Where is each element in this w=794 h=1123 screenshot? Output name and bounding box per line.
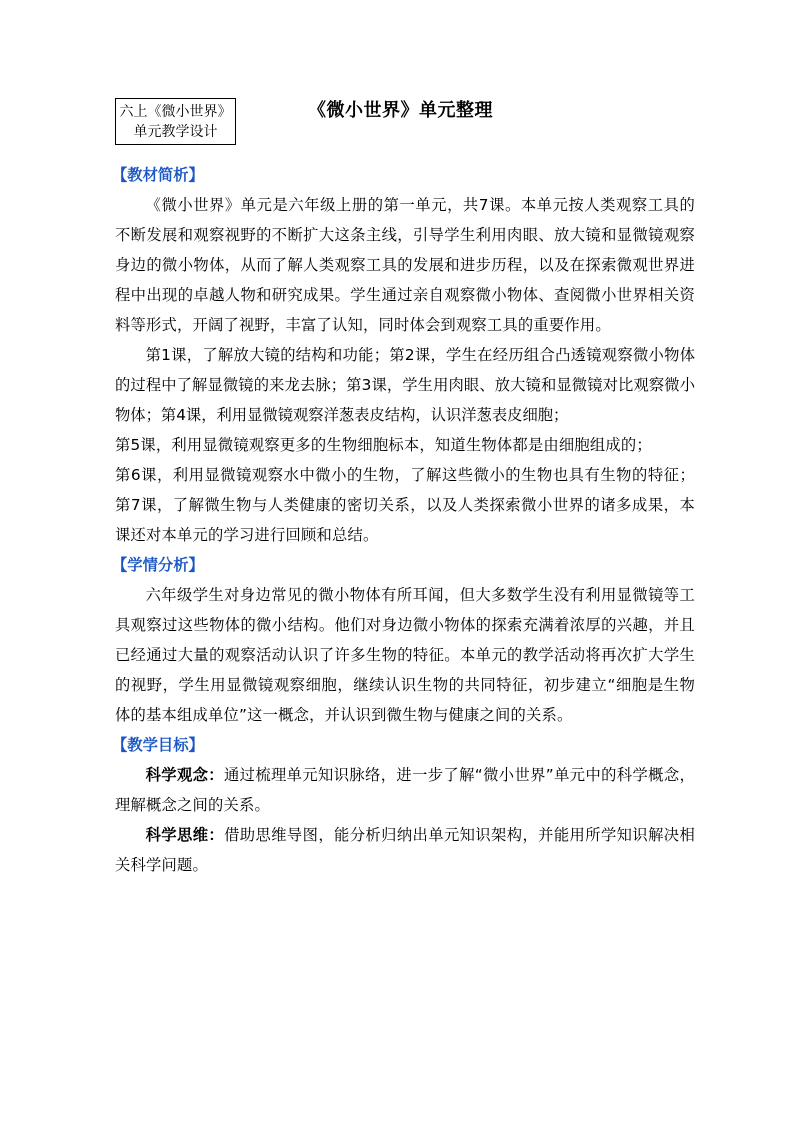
goal-science-concept-lead: 科学观念： [145, 766, 224, 784]
textbook-paragraph-2-cont: 第5课，利用显微镜观察更多的生物细胞标本，知道生物体都是由细胞组成的； [115, 436, 652, 454]
textbook-paragraph-1: 《微小世界》单元是六年级上册的第一单元，共7课。本单元按人类观察工具的不断发展和观察视野的不断扩大这条主线，引导学生利用肉眼、放大镜和显微镜观察身边的微小物体，从而了解人类观察工具的发展和进步历程，以及在探索微观世界进程中出现的卓越人物和研究成果。学生通过亲自观察微小物体、查阅微小世界相关资料等形式，开阔了视野，丰富了认知，同时体会到观察工具的重要作用。 [115, 196, 695, 334]
goal-science-concept [115, 760, 695, 820]
goal-science-concept-text: 通过梳理单元知识脉络，进一步了解“微小世界”单元中的科学概念，理解概念之间的关系。 [115, 766, 695, 814]
unit-tag-box [115, 98, 236, 145]
unit-tag-line2: 单元教学设计 [133, 124, 218, 140]
textbook-paragraph-2-cont2: 第6课，利用显微镜观察水中微小的生物，了解这些微小的生物也具有生物的特征；第7课，了解微生物与人类健康的密切关系，以及人类探索微小世界的诸多成果，本课还对本单元的学习进行回顾和总结。 [115, 466, 695, 544]
textbook-paragraph-2: 第1课，了解放大镜的结构和功能；第2课，学生在经历组合凸透镜观察微小物体的过程中了解显微镜的来龙去脉；第3课，学生用肉眼、放大镜和显微镜对比观察微小物体；第4课，利用显微镜观察洋葱表皮结构，认识洋葱表皮细胞； [115, 346, 695, 424]
section-heading-students: 【学情分析】 [112, 556, 204, 574]
goal-science-thinking-lead: 科学思维： [145, 826, 225, 844]
unit-tag-line1: 六上《微小世界》 [119, 104, 232, 120]
section-heading-textbook: 【教材简析】 [112, 166, 204, 184]
document-title: 《微小世界》单元整理 [308, 100, 493, 121]
goal-science-thinking [115, 820, 695, 880]
document-body [112, 160, 695, 880]
goal-science-thinking-text: 借助思维导图，能分析归纳出单元知识架构，并能用所学知识解决相关科学问题。 [115, 826, 695, 874]
section-heading-goals: 【教学目标】 [112, 736, 204, 754]
students-paragraph-1: 六年级学生对身边常见的微小物体有所耳闻，但大多数学生没有利用显微镜等工具观察过这些物体的微小结构。他们对身边微小物体的探索充满着浓厚的兴趣，并且已经通过大量的观察活动认识了许多生物的特征。本单元的教学活动将再次扩大学生的视野，学生用显微镜观察细胞，继续认识生物的共同特征，初步建立“细胞是生物体的基本组成单位”这一概念，并认识到微生物与健康之间的关系。 [115, 586, 695, 724]
